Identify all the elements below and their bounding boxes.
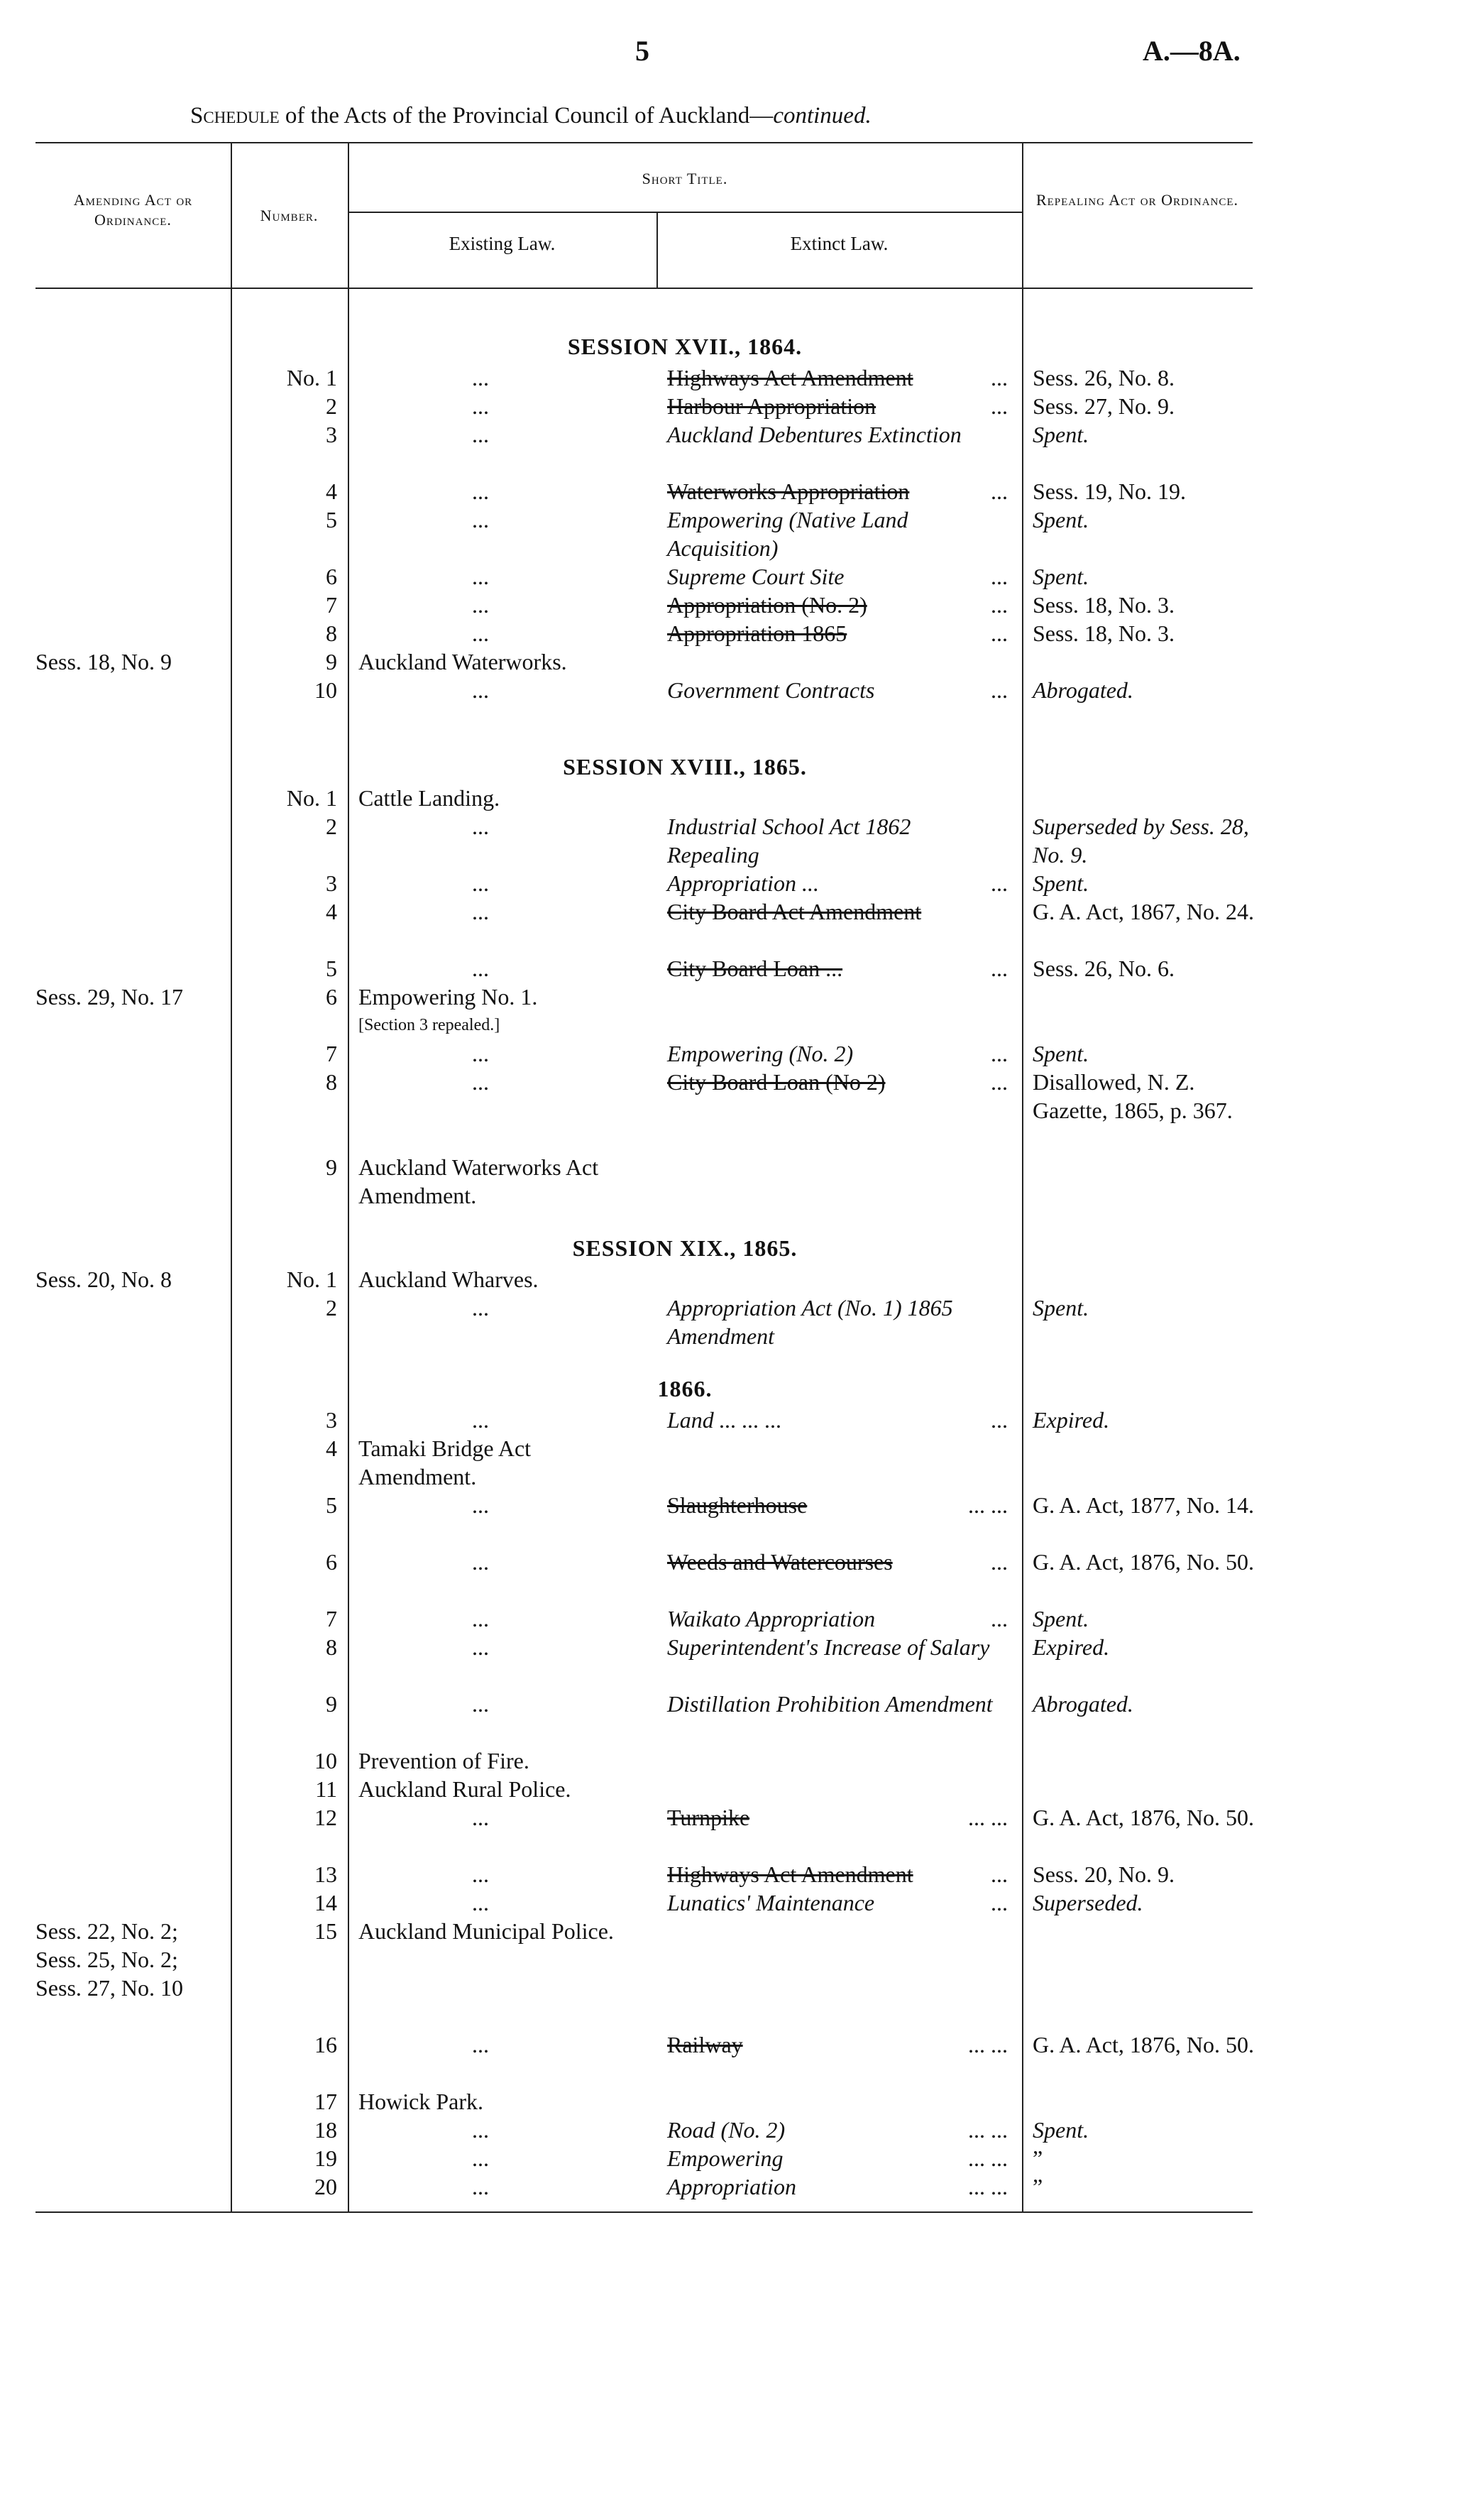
number-cell: 7 <box>326 1041 337 1066</box>
number-cell: 7 <box>326 1606 337 1631</box>
existing-law-text: ... <box>472 592 489 618</box>
number-cell: 17 <box>314 2089 337 2114</box>
table-row <box>0 477 1484 505</box>
table-row <box>0 2087 1484 2116</box>
number-cell: 2 <box>326 1295 337 1320</box>
extinct-law-text: Harbour Appropriation <box>667 393 876 419</box>
table-row <box>0 1746 1484 1775</box>
existing-law-text: ... <box>472 956 489 981</box>
table-row <box>0 983 1484 1039</box>
table-row <box>0 1888 1484 1917</box>
col-head-existing: Existing Law. <box>449 233 556 254</box>
extinct-law-cell <box>667 1860 1008 1888</box>
repealing-act-cell: Sess. 18, No. 3. <box>1033 592 1175 618</box>
existing-law-text: ... <box>472 870 489 896</box>
number-cell: 13 <box>314 1861 337 1887</box>
extinct-law-cell <box>667 591 1008 619</box>
number-cell: 5 <box>326 956 337 981</box>
table-row <box>0 1153 1484 1210</box>
table-row <box>0 420 1484 477</box>
extinct-law-cell <box>667 392 1008 420</box>
schedule-title <box>190 103 872 129</box>
extinct-law-text: Weeds and Watercourses <box>667 1549 893 1575</box>
existing-law-text: ... <box>472 1691 489 1717</box>
number-cell: 18 <box>314 2117 337 2143</box>
extinct-law-text: Highways Act Amendment <box>667 365 913 390</box>
existing-law-text: ... <box>472 814 489 839</box>
leader-dots: ... ... <box>968 2032 1008 2057</box>
extinct-law-text: City Board Loan ... <box>667 956 843 981</box>
leader-dots: ... <box>991 1861 1008 1887</box>
table-row <box>0 869 1484 897</box>
existing-law-cell <box>358 1265 642 1294</box>
table-row <box>0 2172 1484 2201</box>
existing-law-text: ... <box>472 1549 489 1575</box>
extinct-law-cell <box>667 954 1008 983</box>
extinct-law-text: Land ... ... ... <box>667 1407 782 1433</box>
number-cell: 3 <box>326 870 337 896</box>
existing-law-cell <box>358 2087 642 2116</box>
existing-law-text: ... <box>472 1295 489 1320</box>
extinct-law-cell <box>667 2144 1008 2172</box>
extinct-law-cell <box>667 676 1008 704</box>
table-row <box>0 1491 1484 1548</box>
col-head-number: Number. <box>260 207 319 224</box>
col-head-extinct: Extinct Law. <box>790 233 889 254</box>
extinct-law-text: Slaughterhouse <box>667 1492 808 1518</box>
extinct-law-cell <box>667 562 1008 591</box>
amending-act-cell: Sess. 29, No. 17 <box>35 984 184 1010</box>
number-cell: 4 <box>326 1436 337 1461</box>
extinct-law-cell <box>667 1491 1008 1519</box>
extinct-law-cell <box>667 1294 1008 1350</box>
existing-law-cell <box>358 1917 642 1945</box>
table-row <box>0 1775 1484 1803</box>
existing-law-cell <box>358 647 642 676</box>
extinct-law-cell <box>667 1039 1008 1068</box>
leader-dots: ... <box>991 1549 1008 1575</box>
repealing-act-cell: Spent. <box>1033 870 1089 896</box>
existing-law-text: ... <box>472 1069 489 1095</box>
number-cell: 19 <box>314 2145 337 2171</box>
existing-law-text: Howick Park. <box>358 2089 483 2114</box>
table-row <box>0 562 1484 591</box>
existing-law-note: [Section 3 repealed.] <box>358 1016 500 1034</box>
existing-law-text: ... <box>472 1805 489 1830</box>
repealing-act-cell: G. A. Act, 1876, No. 50. <box>1033 1549 1254 1575</box>
extinct-law-cell <box>667 812 1008 869</box>
existing-law-cell <box>358 1153 642 1210</box>
number-cell: 12 <box>314 1805 337 1830</box>
repealing-act-cell: Abrogated. <box>1033 677 1133 703</box>
leader-dots: ... ... <box>968 1492 1008 1518</box>
table-row <box>0 1803 1484 1860</box>
leader-dots: ... <box>991 1890 1008 1915</box>
existing-law-text: ... <box>472 393 489 419</box>
number-cell: 10 <box>314 677 337 703</box>
existing-law-text: ... <box>472 2145 489 2171</box>
amending-act-cell: Sess. 18, No. 9 <box>35 649 172 674</box>
number-cell: 10 <box>314 1748 337 1773</box>
extinct-law-text: Appropriation 1865 <box>667 620 847 646</box>
repealing-act-cell: Superseded by Sess. 28, No. 9. <box>1033 814 1249 868</box>
extinct-law-text: Appropriation (No. 2) <box>667 592 867 618</box>
session-title: 1866. <box>657 1376 713 1401</box>
extinct-law-text: City Board Loan (No 2) <box>667 1069 886 1095</box>
existing-law-cell <box>358 1746 642 1775</box>
table-row <box>0 1039 1484 1068</box>
leader-dots: ... ... <box>968 1805 1008 1830</box>
repealing-act-cell: Spent. <box>1033 1295 1089 1320</box>
extinct-law-cell <box>667 897 1008 926</box>
repealing-act-cell: Spent. <box>1033 507 1089 532</box>
extinct-law-text: Appropriation Act (No. 1) 1865 Amendment <box>667 1295 953 1349</box>
amending-act-cell: Sess. 20, No. 8 <box>35 1267 172 1292</box>
table-row <box>0 1860 1484 1888</box>
table-row <box>0 619 1484 647</box>
extinct-law-text: Appropriation ... <box>667 870 819 896</box>
extinct-law-text: Empowering <box>667 2145 784 2171</box>
table-row <box>0 2144 1484 2172</box>
extinct-law-text: Auckland Debentures Extinction <box>667 422 962 447</box>
repealing-act-cell: Abrogated. <box>1033 1691 1133 1717</box>
extinct-law-cell <box>667 2116 1008 2144</box>
table-row <box>0 2030 1484 2087</box>
leader-dots: ... <box>991 592 1008 618</box>
number-cell: 11 <box>315 1776 337 1802</box>
number-cell: No. 1 <box>286 785 337 811</box>
extinct-law-text: Appropriation <box>667 2174 796 2199</box>
existing-law-text: ... <box>472 422 489 447</box>
extinct-law-text: Distillation Prohibition Amendment <box>667 1691 993 1717</box>
leader-dots: ... <box>991 1407 1008 1433</box>
number-cell: 5 <box>326 1492 337 1518</box>
leader-dots: ... <box>991 1606 1008 1631</box>
leader-dots: ... ... <box>968 2174 1008 2199</box>
extinct-law-text: Waikato Appropriation <box>667 1606 876 1631</box>
repealing-act-cell: Spent. <box>1033 564 1089 589</box>
extinct-law-text: Highways Act Amendment <box>667 1861 913 1887</box>
existing-law-text: ... <box>472 365 489 390</box>
existing-law-text: ... <box>472 2117 489 2143</box>
extinct-law-text: City Board Act Amendment <box>667 899 922 924</box>
existing-law-text: Auckland Wharves. <box>358 1267 539 1292</box>
repealing-act-cell: Spent. <box>1033 422 1089 447</box>
repealing-act-cell: Sess. 26, No. 8. <box>1033 365 1175 390</box>
table-bottom-rule <box>35 2211 1253 2213</box>
table-row <box>0 676 1484 704</box>
extinct-law-cell <box>667 420 1008 449</box>
existing-law-text: ... <box>472 564 489 589</box>
table-row <box>0 1917 1484 2030</box>
repealing-act-cell: Sess. 20, No. 9. <box>1033 1861 1175 1887</box>
leader-dots: ... <box>991 956 1008 981</box>
extinct-law-cell <box>667 477 1008 505</box>
table-row <box>0 505 1484 562</box>
table-row <box>0 954 1484 983</box>
leader-dots: ... <box>991 870 1008 896</box>
existing-law-text: ... <box>472 1634 489 1660</box>
schedule-title-continued: continued. <box>773 103 872 128</box>
number-cell: 3 <box>326 422 337 447</box>
table-row <box>0 1068 1484 1153</box>
table-row <box>0 1265 1484 1294</box>
leader-dots: ... ... <box>968 2145 1008 2171</box>
repealing-act-cell: G. A. Act, 1876, No. 50. <box>1033 1805 1254 1830</box>
number-cell: 2 <box>326 814 337 839</box>
table-row <box>0 2116 1484 2144</box>
schedule-title-rest: of the Acts of the Provincial Council of Auckland— <box>285 103 774 128</box>
existing-law-text: Auckland Waterworks Act Amendment. <box>358 1154 599 1208</box>
extinct-law-cell <box>667 363 1008 392</box>
repealing-act-cell: Sess. 19, No. 19. <box>1033 479 1187 504</box>
table-row <box>0 1604 1484 1633</box>
existing-law-text: Auckland Municipal Police. <box>358 1918 614 1944</box>
extinct-law-text: Superintendent's Increase of Salary <box>667 1634 990 1660</box>
extinct-law-cell <box>667 2172 1008 2201</box>
number-cell: 6 <box>326 564 337 589</box>
col-head-short-title: Short Title. <box>642 170 728 187</box>
repealing-act-cell: Sess. 27, No. 9. <box>1033 393 1175 419</box>
leader-dots: ... ... <box>968 2117 1008 2143</box>
existing-law-text: Auckland Rural Police. <box>358 1776 571 1802</box>
extinct-law-cell <box>667 1633 1008 1661</box>
number-cell: 20 <box>314 2174 337 2199</box>
existing-law-text: ... <box>472 1492 489 1518</box>
extinct-law-cell <box>667 1548 1008 1576</box>
repealing-act-cell: Spent. <box>1033 2117 1089 2143</box>
existing-law-text: ... <box>472 479 489 504</box>
extinct-law-cell <box>667 869 1008 897</box>
table-top-rule <box>35 142 1253 143</box>
table-row <box>0 1633 1484 1690</box>
extinct-law-cell <box>667 1604 1008 1633</box>
table-row <box>0 1294 1484 1350</box>
number-cell: 3 <box>326 1407 337 1433</box>
number-cell: No. 1 <box>286 1267 337 1292</box>
repealing-act-cell: Sess. 18, No. 3. <box>1033 620 1175 646</box>
repealing-act-cell: G. A. Act, 1876, No. 50. <box>1033 2032 1254 2057</box>
leader-dots: ... <box>991 564 1008 589</box>
number-cell: 7 <box>326 592 337 618</box>
number-cell: 8 <box>326 1634 337 1660</box>
schedule-title-prefix: Schedule <box>190 103 280 128</box>
leader-dots: ... <box>991 620 1008 646</box>
existing-law-text: ... <box>472 2174 489 2199</box>
existing-law-cell <box>358 784 642 812</box>
short-title-rule <box>348 212 1022 213</box>
table-row <box>0 784 1484 812</box>
extinct-law-text: Waterworks Appropriation <box>667 479 910 504</box>
table-row <box>0 363 1484 392</box>
repealing-act-cell: ” <box>1033 2174 1043 2199</box>
existing-law-text: ... <box>472 507 489 532</box>
number-cell: 14 <box>314 1890 337 1915</box>
existing-law-cell <box>358 983 642 1039</box>
extinct-law-text: Government Contracts <box>667 677 875 703</box>
session-title: SESSION XVII., 1864. <box>567 334 803 359</box>
number-cell: 8 <box>326 620 337 646</box>
table-row <box>0 392 1484 420</box>
repealing-act-cell: Expired. <box>1033 1634 1110 1660</box>
repealing-act-cell: G. A. Act, 1867, No. 24. <box>1033 899 1254 924</box>
existing-law-text: Auckland Waterworks. <box>358 649 567 674</box>
existing-law-text: ... <box>472 1041 489 1066</box>
existing-law-text: Cattle Landing. <box>358 785 500 811</box>
existing-law-text: ... <box>472 899 489 924</box>
existing-law-cell <box>358 1434 642 1491</box>
repealing-act-cell: G. A. Act, 1877, No. 14. <box>1033 1492 1254 1518</box>
existing-law-text: ... <box>472 1407 489 1433</box>
table-row <box>0 591 1484 619</box>
col-head-repealing: Repealing Act or Ordinance. <box>1035 191 1239 209</box>
existing-law-text: ... <box>472 1861 489 1887</box>
extinct-law-cell <box>667 1068 1008 1096</box>
extinct-law-cell <box>667 1803 1008 1832</box>
session-title: SESSION XIX., 1865. <box>572 1235 798 1261</box>
repealing-act-cell: Expired. <box>1033 1407 1110 1433</box>
table-row <box>0 812 1484 869</box>
extinct-law-text: Lunatics' Maintenance <box>667 1890 875 1915</box>
number-cell: No. 1 <box>286 365 337 390</box>
table-row <box>0 1548 1484 1604</box>
table-row <box>0 1690 1484 1746</box>
existing-law-text: Prevention of Fire. <box>358 1748 529 1773</box>
session-title: SESSION XVIII., 1865. <box>563 754 807 780</box>
page-number: 5 <box>635 35 649 67</box>
leader-dots: ... <box>991 365 1008 390</box>
existing-law-text: ... <box>472 677 489 703</box>
number-cell: 8 <box>326 1069 337 1095</box>
number-cell: 9 <box>326 1154 337 1180</box>
table-row <box>0 647 1484 676</box>
number-cell: 4 <box>326 899 337 924</box>
repealing-act-cell: Spent. <box>1033 1606 1089 1631</box>
number-cell: 2 <box>326 393 337 419</box>
existing-law-text: ... <box>472 2032 489 2057</box>
extinct-law-text: Industrial School Act 1862 Repealing <box>667 814 911 868</box>
number-cell: 9 <box>326 1691 337 1717</box>
table-row <box>0 1434 1484 1491</box>
extinct-law-text: Turnpike <box>667 1805 750 1830</box>
existing-law-text: ... <box>472 1606 489 1631</box>
extinct-law-cell <box>667 1690 1008 1718</box>
existing-law-text: Empowering No. 1. <box>358 984 538 1010</box>
existing-law-text: ... <box>472 620 489 646</box>
col-head-amending: Amending Act or Ordinance. <box>73 191 193 229</box>
leader-dots: ... <box>991 677 1008 703</box>
repealing-act-cell: Disallowed, N. Z. Gazette, 1865, p. 367. <box>1033 1069 1233 1123</box>
extinct-law-cell <box>667 619 1008 647</box>
repealing-act-cell: Superseded. <box>1033 1890 1143 1915</box>
leader-dots: ... <box>991 1041 1008 1066</box>
number-cell: 9 <box>326 649 337 674</box>
repealing-act-cell: ” <box>1033 2145 1043 2171</box>
amending-act-cell: Sess. 22, No. 2; Sess. 25, No. 2; Sess. 27, No. 10 <box>35 1918 184 2001</box>
extinct-law-text: Railway <box>667 2032 743 2057</box>
extinct-law-text: Supreme Court Site <box>667 564 845 589</box>
number-cell: 6 <box>326 1549 337 1575</box>
number-cell: 6 <box>326 984 337 1010</box>
leader-dots: ... <box>991 479 1008 504</box>
repealing-act-cell: Spent. <box>1033 1041 1089 1066</box>
number-cell: 4 <box>326 479 337 504</box>
repealing-act-cell: Sess. 26, No. 6. <box>1033 956 1175 981</box>
extinct-law-text: Empowering (Native Land Acquisition) <box>667 507 908 561</box>
extinct-law-cell <box>667 505 1008 562</box>
leader-dots: ... <box>991 393 1008 419</box>
leader-dots: ... <box>991 1069 1008 1095</box>
extinct-law-text: Empowering (No. 2) <box>667 1041 854 1066</box>
existing-law-text: ... <box>472 1890 489 1915</box>
table-row <box>0 1406 1484 1434</box>
extinct-law-cell <box>667 2030 1008 2059</box>
document-reference: A.—8A. <box>1143 35 1241 67</box>
extinct-law-text: Road (No. 2) <box>667 2117 786 2143</box>
extinct-law-cell <box>667 1888 1008 1917</box>
table-row <box>0 897 1484 954</box>
header-bottom-rule <box>35 288 1253 289</box>
number-cell: 15 <box>314 1918 337 1944</box>
number-cell: 16 <box>314 2032 337 2057</box>
existing-law-text: Tamaki Bridge Act Amendment. <box>358 1436 532 1489</box>
number-cell: 5 <box>326 507 337 532</box>
existing-law-cell <box>358 1775 642 1803</box>
extinct-law-cell <box>667 1406 1008 1434</box>
